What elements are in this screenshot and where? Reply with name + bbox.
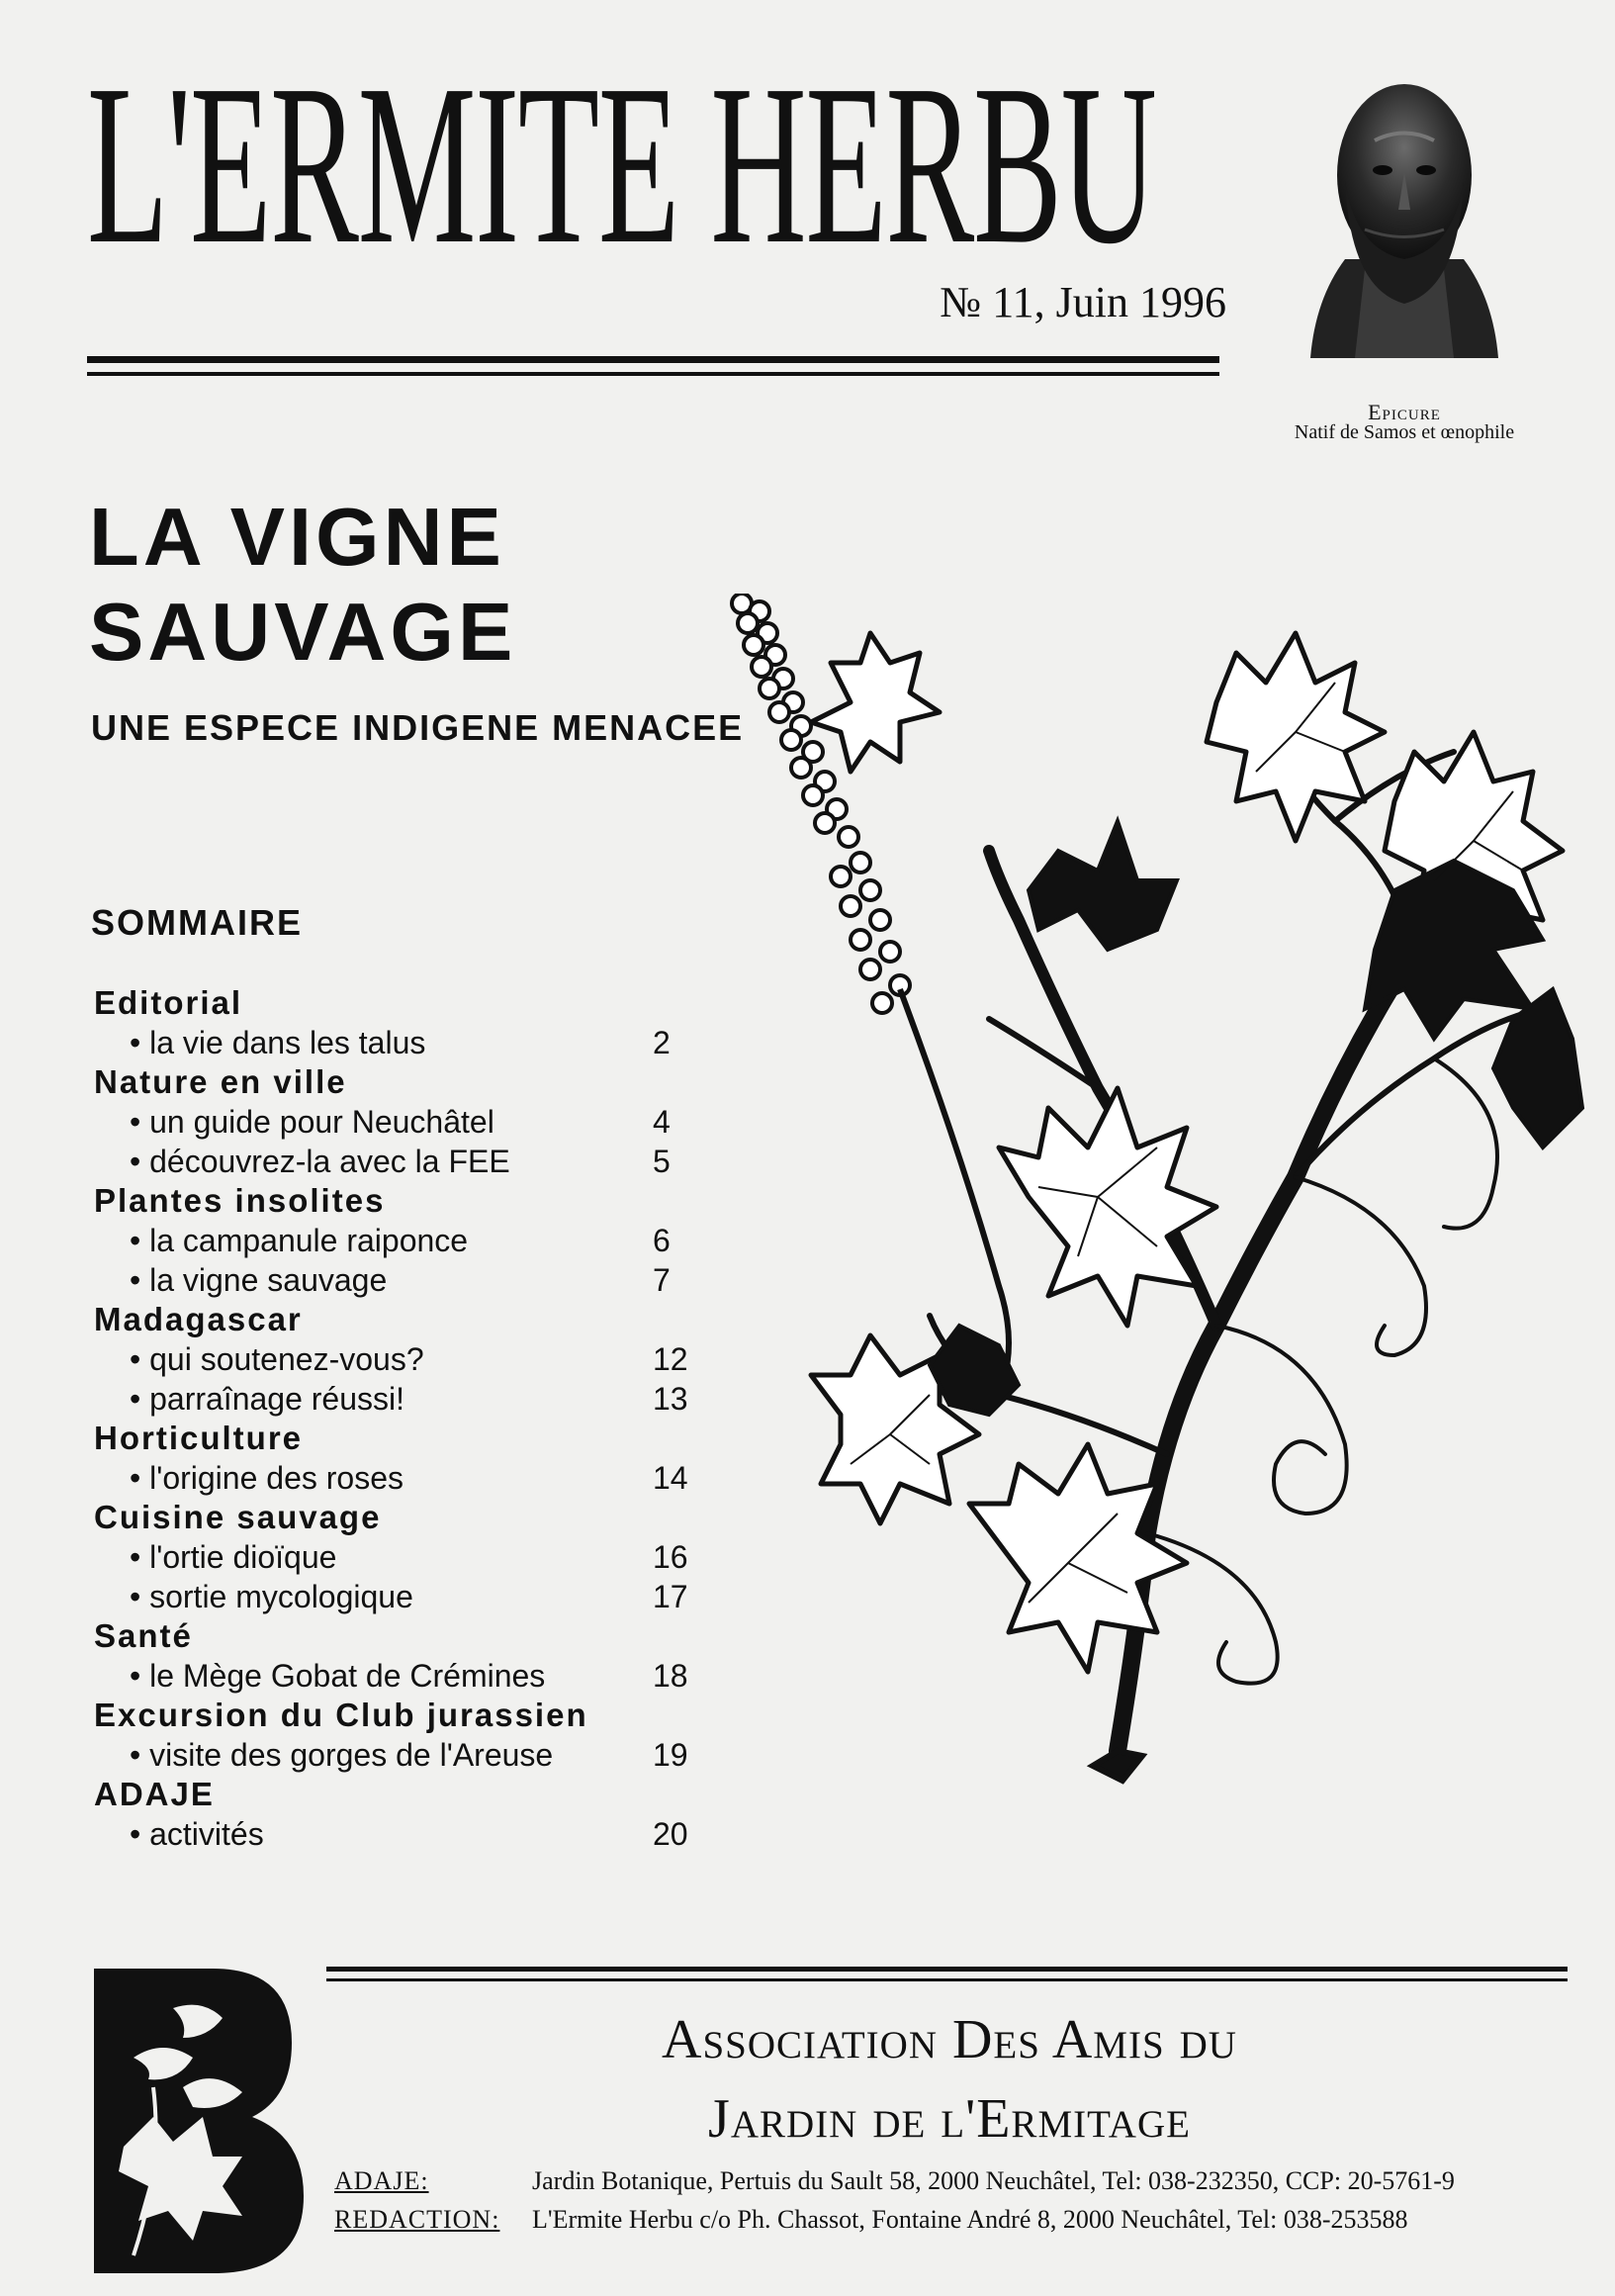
grapevine-illustration (702, 594, 1592, 1800)
toc-section-title: Excursion du Club jurassien (94, 1697, 588, 1733)
toc-item[interactable] (94, 1142, 707, 1181)
redaction-label: REDACTION: (334, 2205, 500, 2234)
toc-item[interactable] (94, 1735, 707, 1775)
toc-item-label: • visite des gorges de l'Areuse (130, 1737, 554, 1773)
adaje-label: ADAJE: (334, 2166, 429, 2195)
masthead-rule-top (87, 356, 1219, 363)
toc-section-title: Madagascar (94, 1301, 303, 1337)
toc-item-label: • découvrez-la avec la FEE (130, 1144, 510, 1179)
toc-item-label: • l'origine des roses (130, 1460, 404, 1496)
toc-item-page: 16 (653, 1539, 688, 1575)
toc-item[interactable] (94, 1379, 707, 1419)
epicurus-bust-illustration (1305, 61, 1503, 376)
masthead-title: L'ERMITE HERBU (87, 38, 1156, 292)
toc-item-label: • le Mège Gobat de Crémines (130, 1658, 546, 1694)
toc-item-page: 17 (653, 1579, 688, 1614)
footer-rule-bottom (326, 1978, 1568, 1981)
toc-section-title: Santé (94, 1617, 193, 1654)
table-of-contents (94, 983, 707, 1854)
toc-item-label: • la vigne sauvage (130, 1262, 388, 1298)
toc-item-label: • activités (130, 1816, 264, 1852)
toc-item-label: • l'ortie dioïque (130, 1539, 337, 1575)
toc-section-title: Horticulture (94, 1420, 304, 1456)
toc-item-page: 14 (653, 1460, 688, 1496)
toc-item[interactable] (94, 1023, 707, 1062)
toc-item-page: 4 (653, 1104, 671, 1140)
toc-title: SOMMAIRE (91, 902, 303, 943)
toc-item-label: • un guide pour Neuchâtel (130, 1104, 494, 1140)
toc-item[interactable] (94, 1814, 707, 1854)
toc-item-page: 2 (653, 1025, 671, 1060)
toc-item[interactable] (94, 1537, 707, 1577)
association-name-line-1: Association Des Amis du (662, 2009, 1237, 2070)
cover-subtitle: UNE ESPECE INDIGENE MENACEE (91, 707, 745, 748)
toc-section-title: Editorial (94, 984, 243, 1021)
toc-item[interactable] (94, 1577, 707, 1616)
issue-number: № 11, Juin 1996 (940, 278, 1226, 326)
toc-section-title: Plantes insolites (94, 1182, 386, 1219)
toc-item-label: • la vie dans les talus (130, 1025, 426, 1060)
toc-item-label: • la campanule raiponce (130, 1223, 469, 1258)
masthead-rule-bottom (87, 372, 1219, 376)
toc-item-page: 20 (653, 1816, 688, 1852)
toc-item[interactable] (94, 1339, 707, 1379)
toc-item[interactable] (94, 1260, 707, 1300)
association-logo (94, 1969, 304, 2273)
toc-item-page: 12 (653, 1341, 688, 1377)
toc-item-page: 6 (653, 1223, 671, 1258)
bust-caption-text: Natif de Samos et œnophile (1294, 421, 1515, 443)
toc-item[interactable] (94, 1102, 707, 1142)
toc-item-page: 18 (653, 1658, 688, 1694)
headline-line-1: LA VIGNE (89, 491, 505, 583)
association-name-line-2: Jardin de l'Ermitage (708, 2088, 1191, 2150)
bust-caption-name: Epicure (1368, 400, 1441, 424)
toc-section-title: ADAJE (94, 1776, 215, 1812)
toc-item[interactable] (94, 1458, 707, 1498)
toc-item-label: • sortie mycologique (130, 1579, 413, 1614)
toc-item[interactable] (94, 1221, 707, 1260)
toc-item-label: • qui soutenez-vous? (130, 1341, 424, 1377)
footer-rule-top (326, 1967, 1568, 1972)
adaje-address: Jardin Botanique, Pertuis du Sault 58, 2000 Neuchâtel, Tel: 038-232350, CCP: 20-5761-9 (532, 2166, 1455, 2195)
toc-item-page: 7 (653, 1262, 671, 1298)
toc-section-title: Nature en ville (94, 1063, 347, 1100)
headline-line-2: SAUVAGE (89, 586, 517, 678)
toc-item[interactable] (94, 1656, 707, 1696)
toc-item-page: 19 (653, 1737, 688, 1773)
toc-section-title: Cuisine sauvage (94, 1499, 382, 1535)
toc-item-page: 5 (653, 1144, 671, 1179)
toc-item-page: 13 (653, 1381, 688, 1417)
cover-headline (89, 490, 643, 680)
toc-item-label: • parraînage réussi! (130, 1381, 405, 1417)
redaction-address: L'Ermite Herbu c/o Ph. Chassot, Fontaine André 8, 2000 Neuchâtel, Tel: 038-253588 (532, 2205, 1408, 2234)
